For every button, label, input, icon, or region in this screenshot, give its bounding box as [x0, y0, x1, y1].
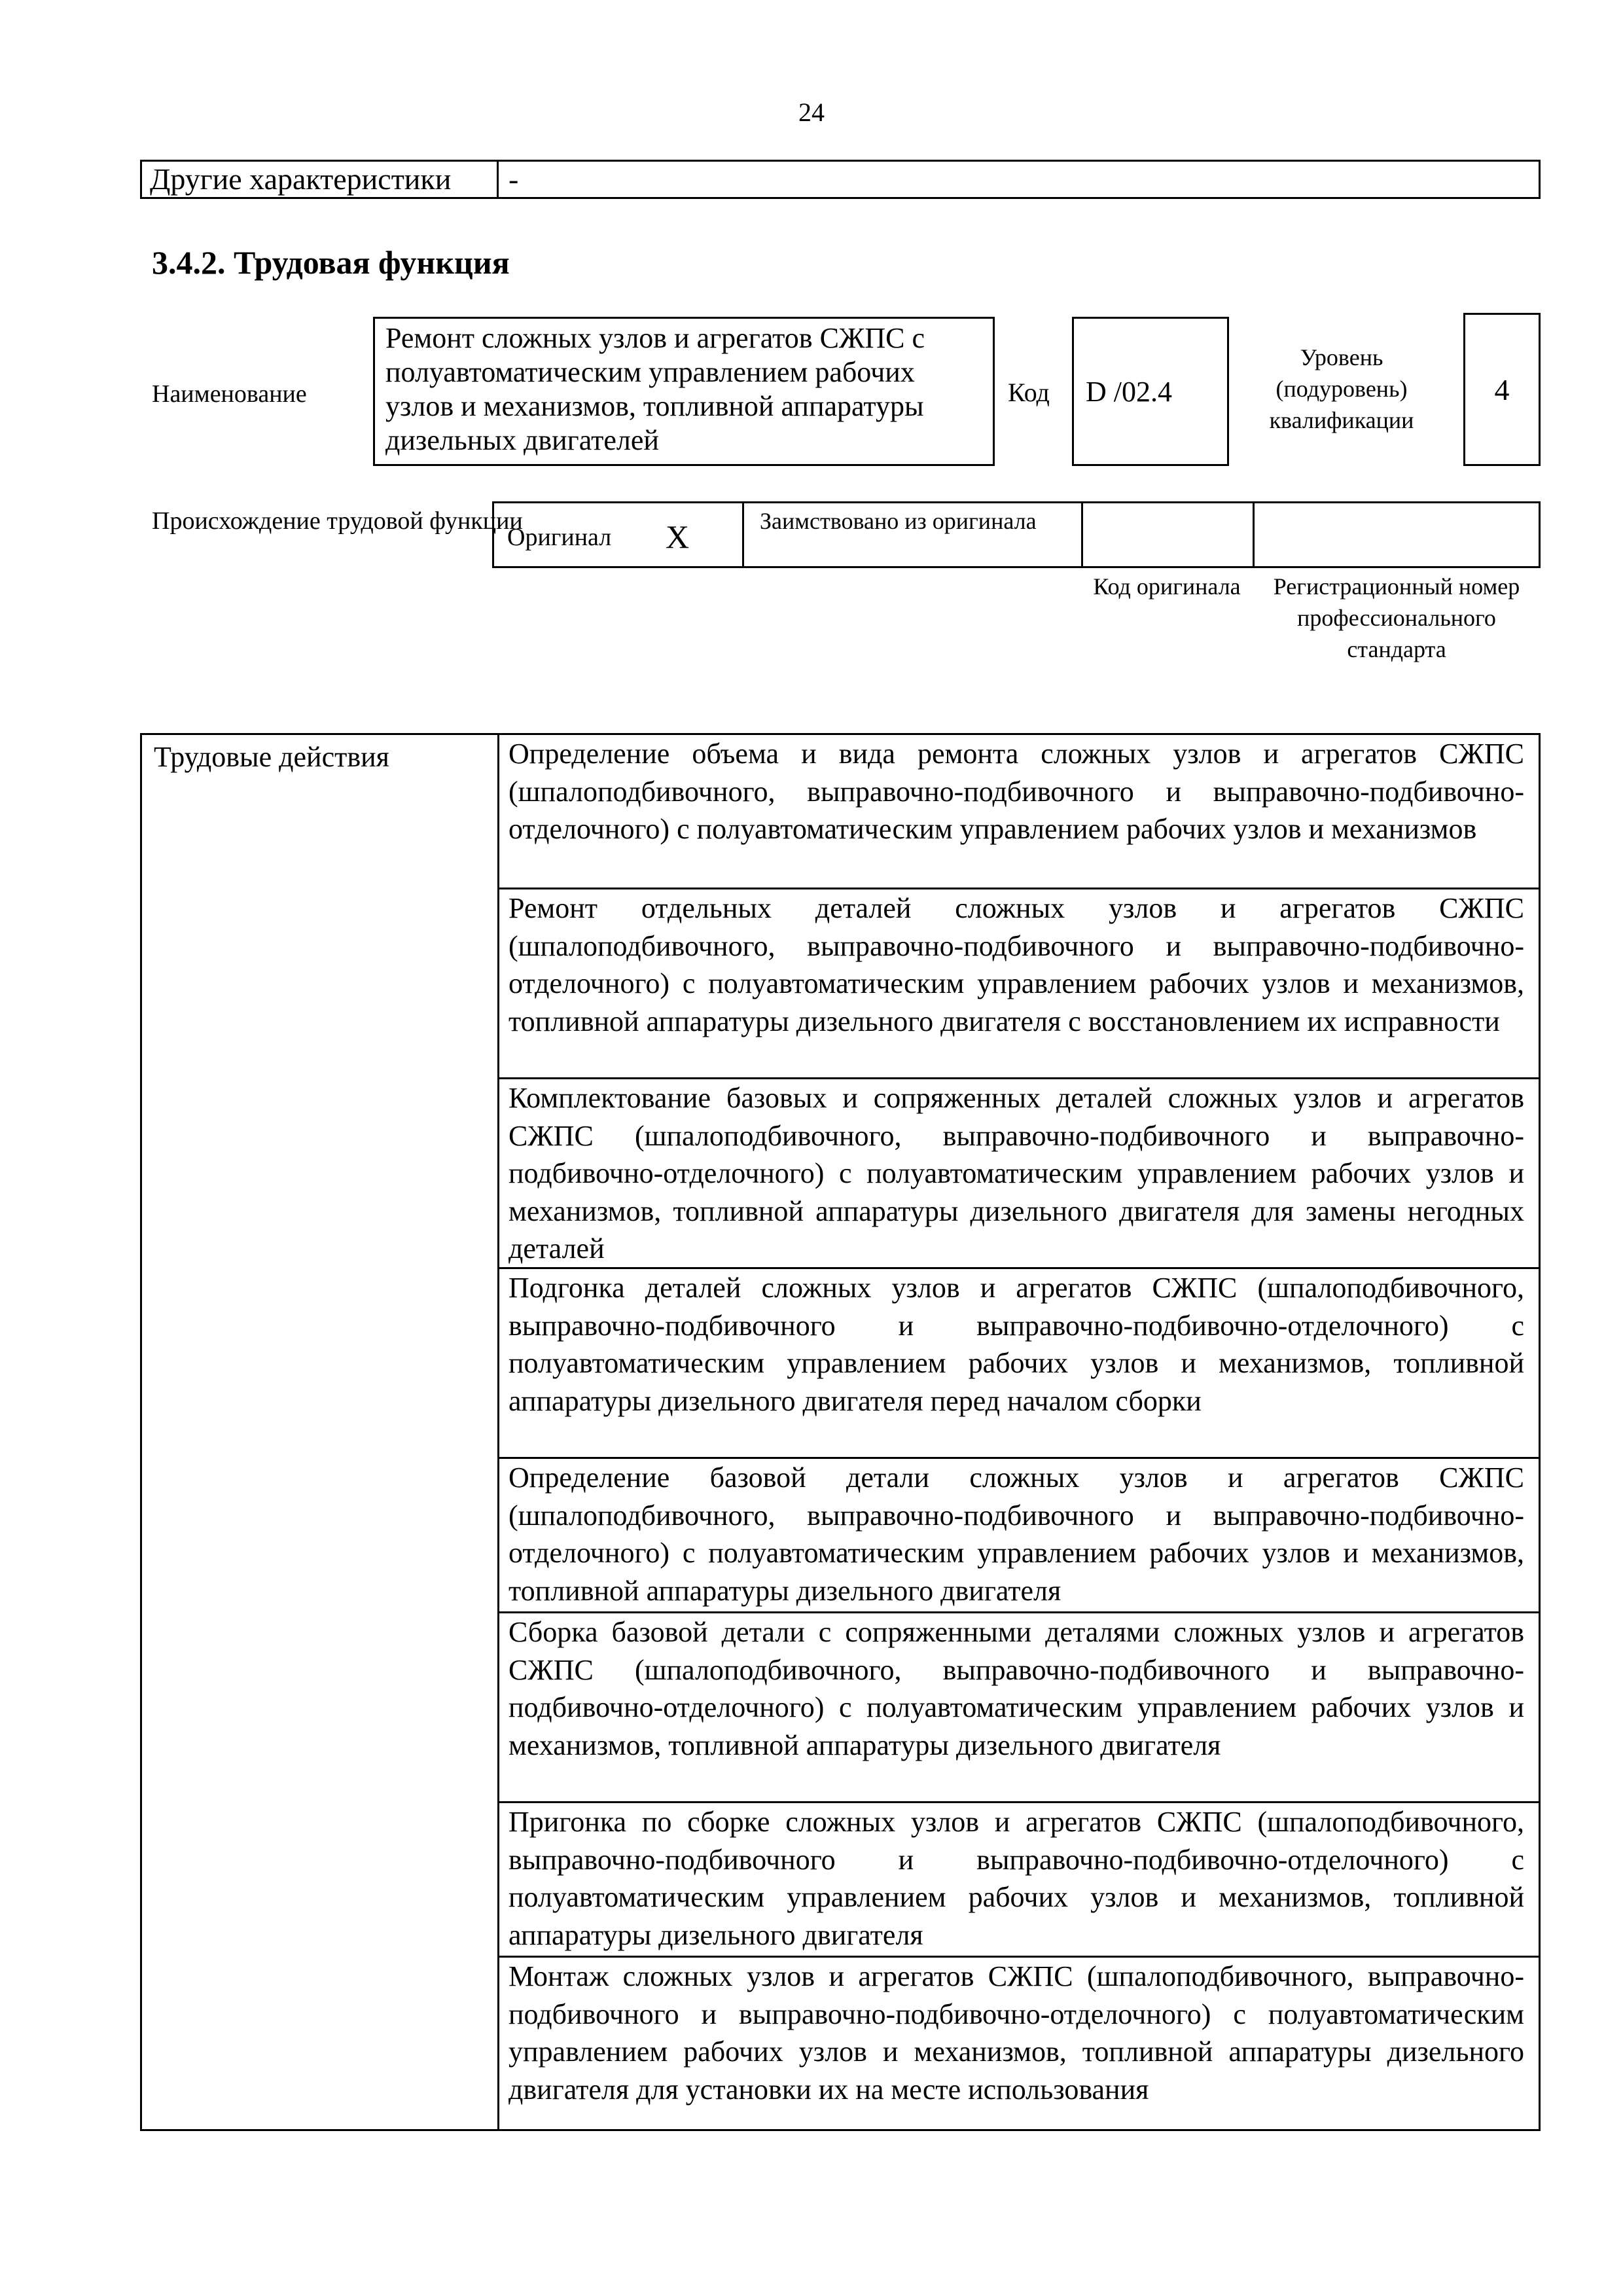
origin-code-caption: Код оригинала: [1093, 573, 1241, 600]
origin-borrowed-label: Заимствовано из оригинала: [760, 508, 1037, 534]
labor-action-item: Комплектование базовых и сопряженных деталей сложных узлов и агрегатов СЖПС (шпалоподбивочного, выправочно-подбивочного и выправочно-подбивочно-отделочного) с полуавтоматическим управлением рабочих узлов и механизмов, топливной аппаратуры дизельного двигателя для замены негодных деталей: [499, 1079, 1539, 1269]
section-title: 3.4.2. Трудовая функция: [152, 244, 510, 281]
page-number: 24: [798, 98, 825, 127]
labor-action-item: Сборка базовой детали с сопряженными деталями сложных узлов и агрегатов СЖПС (шпалоподбивочного, выправочно-подбивочного и выправочно-подбивочно-отделочного) с полуавтоматическим управлением рабочих узлов и механизмов, топливной аппаратуры дизельного двигателя: [499, 1613, 1539, 1803]
origin-borrowed-cell: [744, 503, 1083, 566]
other-characteristics-label: Другие характеристики: [142, 162, 499, 197]
labor-action-item: Определение объема и вида ремонта сложных узлов и агрегатов СЖПС (шпалоподбивочного, выправочно-подбивочного и выправочно-подбивочно-отделочного) с полуавтоматическим управлением рабочих узлов и механизмов: [499, 735, 1539, 889]
qualification-level-label: Уровень (подуровень) квалификации: [1269, 344, 1414, 433]
labor-action-item: Пригонка по сборке сложных узлов и агрегатов СЖПС (шпалоподбивочного, выправочно-подбивочного и выправочно-подбивочно-отделочного) с полуавтоматическим управлением рабочих узлов и механизмов, топливной аппаратуры дизельного двигателя: [499, 1803, 1539, 1958]
name-label: Наименование: [152, 380, 307, 408]
other-characteristics-value: -: [508, 162, 519, 196]
origin-reg-number-cell: [1255, 503, 1539, 566]
reg-number-caption: Регистрационный номер профессионального стандарта: [1273, 573, 1520, 662]
origin-original-cell: [494, 503, 744, 566]
origin-code-cell: [1083, 503, 1255, 566]
function-code-value: D /02.4: [1072, 317, 1229, 466]
origin-original-label: Оригинал: [507, 524, 612, 551]
labor-action-item: Ремонт отдельных деталей сложных узлов и агрегатов СЖПС (шпалоподбивочного, выправочно-подбивочного и выправочно-подбивочно-отделочного) с полуавтоматическим управлением рабочих узлов и механизмов, топливной аппаратуры дизельного двигателя с восстановлением их исправности: [499, 889, 1539, 1079]
qualification-level-value: 4: [1463, 313, 1541, 466]
origin-label: Происхождение трудовой функции: [152, 507, 523, 535]
origin-original-mark: X: [666, 518, 690, 555]
origin-table: [492, 501, 1541, 568]
labor-action-item: Подгонка деталей сложных узлов и агрегатов СЖПС (шпалоподбивочного, выправочно-подбивочного и выправочно-подбивочно-отделочного) с полуавтоматическим управлением рабочих узлов и механизмов, топливной аппаратуры дизельного двигателя перед началом сборки: [499, 1269, 1539, 1459]
code-label: Код: [1008, 378, 1050, 407]
labor-action-item: Определение базовой детали сложных узлов и агрегатов СЖПС (шпалоподбивочного, выправочно-подбивочного и выправочно-подбивочно-отделочного) с полуавтоматическим управлением рабочих узлов и механизмов, топливной аппаратуры дизельного двигателя: [499, 1459, 1539, 1613]
function-name-value: Ремонт сложных узлов и агрегатов СЖПС с полуавтоматическим управлением рабочих узлов и механизмов, топливной аппаратуры дизельных двигателей: [373, 317, 995, 466]
labor-actions-label: Трудовые действия: [142, 735, 499, 2129]
labor-action-item: Монтаж сложных узлов и агрегатов СЖПС (шпалоподбивочного, выправочно-подбивочного и выправочно-подбивочно-отделочного) с полуавтоматическим управлением рабочих узлов и механизмов, топливной аппаратуры дизельного двигателя для установки их на месте использования: [508, 1960, 1524, 2106]
labor-actions-table: [140, 733, 1541, 2131]
other-characteristics-row: [140, 160, 1541, 199]
